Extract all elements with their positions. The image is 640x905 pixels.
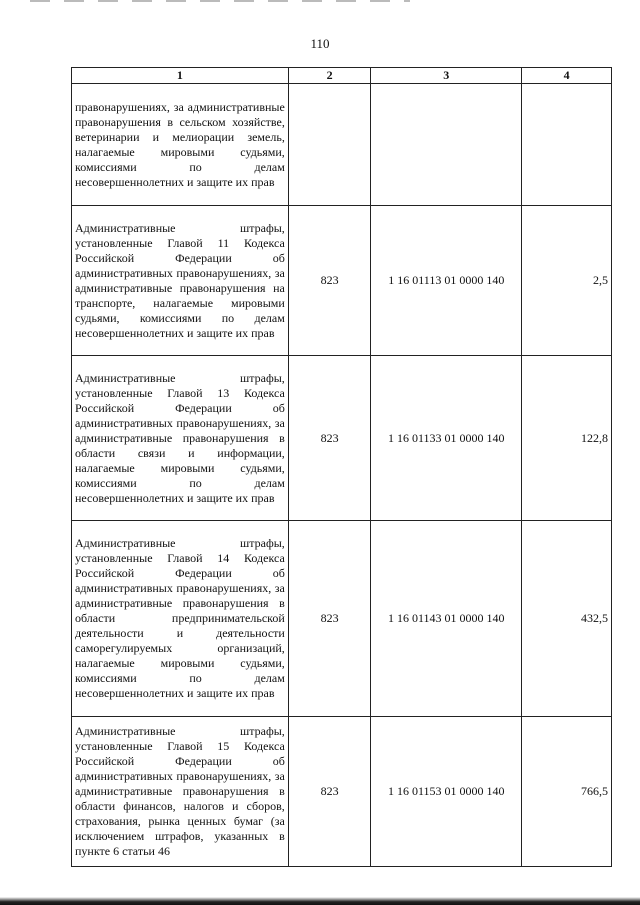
table-row <box>72 717 612 867</box>
row-description: правонарушениях, за административные правонарушения в сельском хозяйстве, ветеринарии и мелиорации земель, налагаемые мировыми судьями, комиссиями по делам несовершеннолетних и защите их прав <box>72 84 289 206</box>
row-admin-code: 823 <box>288 717 371 867</box>
scan-artifact-top <box>30 0 410 2</box>
row-budget-code <box>371 84 522 206</box>
row-amount: 432,5 <box>522 521 612 717</box>
column-header-2: 2 <box>288 68 371 84</box>
row-description: Административные штрафы, установленные Главой 14 Кодекса Российской Федерации об административных правонарушениях, за административные правонарушения в области предпринимательской деятельности и деятельности саморегулируемых организаций, налагаемые мировыми судьями, комиссиями по делам несовершеннолетних и защите их прав <box>72 521 289 717</box>
column-header-1: 1 <box>72 68 289 84</box>
table-row <box>72 206 612 356</box>
budget-revenue-table <box>71 67 612 867</box>
row-amount: 2,5 <box>522 206 612 356</box>
row-budget-code: 1 16 01113 01 0000 140 <box>371 206 522 356</box>
row-amount: 122,8 <box>522 356 612 521</box>
row-description: Административные штрафы, установленные Главой 11 Кодекса Российской Федерации об административных правонарушениях, за административные правонарушения на транспорте, налагаемые мировыми судьями, комиссиями по делам несовершеннолетних и защите их прав <box>72 206 289 356</box>
row-amount: 766,5 <box>522 717 612 867</box>
row-admin-code: 823 <box>288 356 371 521</box>
column-header-3: 3 <box>371 68 522 84</box>
row-admin-code: 823 <box>288 206 371 356</box>
table-header-row <box>72 68 612 84</box>
table-row <box>72 356 612 521</box>
row-budget-code: 1 16 01153 01 0000 140 <box>371 717 522 867</box>
row-description: Административные штрафы, установленные Главой 15 Кодекса Российской Федерации об административных правонарушениях, за административные правонарушения в области финансов, налогов и сборов, страхования, рынка ценных бумаг (за исключением штрафов, указанных в пункте 6 статьи 46 <box>72 717 289 867</box>
row-amount <box>522 84 612 206</box>
row-admin-code: 823 <box>288 521 371 717</box>
scan-artifact-bottom <box>0 897 640 905</box>
column-header-4: 4 <box>522 68 612 84</box>
table-row <box>72 521 612 717</box>
row-admin-code <box>288 84 371 206</box>
table-row <box>72 84 612 206</box>
page-number: 110 <box>310 36 330 51</box>
row-description: Административные штрафы, установленные Главой 13 Кодекса Российской Федерации об административных правонарушениях, за административные правонарушения в области связи и информации, налагаемые мировыми судьями, комиссиями по делам несовершеннолетних и защите их прав <box>72 356 289 521</box>
row-budget-code: 1 16 01143 01 0000 140 <box>371 521 522 717</box>
row-budget-code: 1 16 01133 01 0000 140 <box>371 356 522 521</box>
